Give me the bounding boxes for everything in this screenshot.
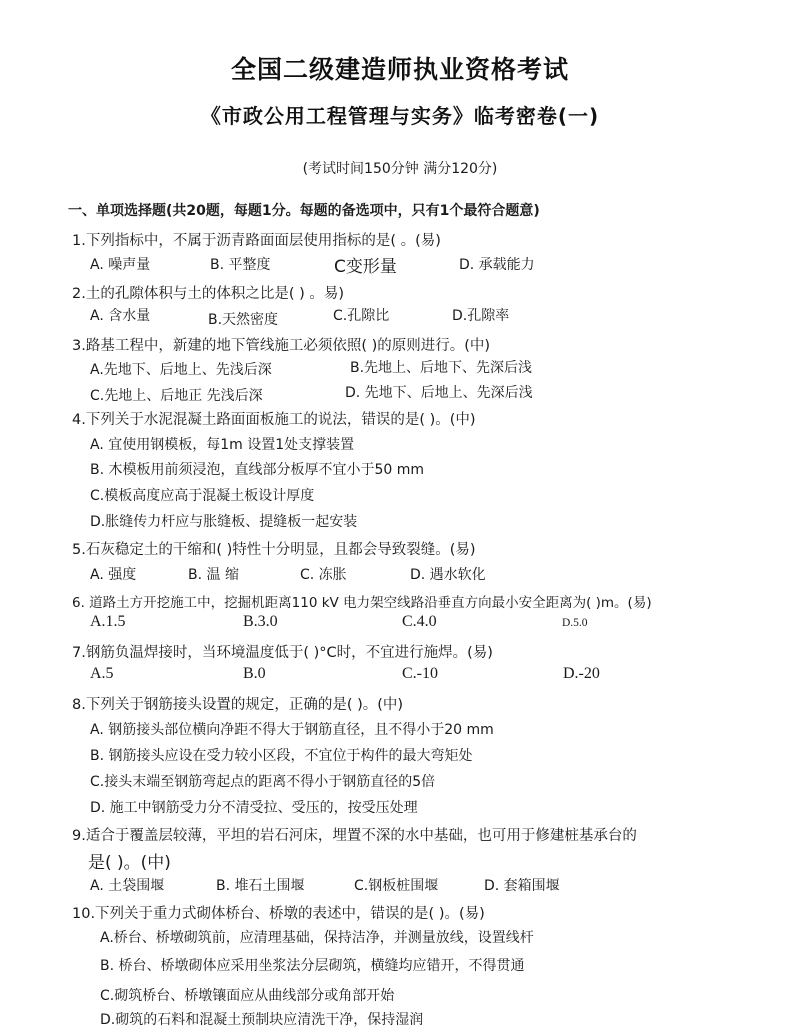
question-stem: 3.路基工程中，新建的地下管线施工必须依照( )的原则进行。(中) bbox=[72, 338, 491, 354]
option-b: B.天然密度 bbox=[208, 312, 279, 328]
question-stem: 7.钢筋负温焊接时，当环境温度低于( )°C时，不宜进行施焊。(易) bbox=[72, 645, 493, 661]
option-d: D. 遇水软化 bbox=[410, 567, 486, 583]
option-c: C.模板高度应高于混凝土板设计厚度 bbox=[90, 488, 315, 504]
option-d: D. 承载能力 bbox=[459, 257, 535, 273]
option-d: D.5.0 bbox=[562, 617, 588, 629]
option-b: B.先地上、后地下、先深后浅 bbox=[350, 360, 533, 376]
option-b: B. 温 缩 bbox=[188, 567, 239, 583]
question-stem-continued: 是( )。(中) bbox=[88, 853, 171, 873]
option-b: B. 堆石土围堰 bbox=[216, 878, 305, 894]
question-stem: 10.下列关于重力式砌体桥台、桥墩的表述中，错误的是( )。(易) bbox=[72, 906, 485, 922]
option-c: C.孔隙比 bbox=[333, 308, 390, 324]
option-a: A. 土袋围堰 bbox=[90, 878, 165, 894]
option-c: C.-10 bbox=[402, 665, 438, 682]
option-a: A.5 bbox=[90, 665, 114, 682]
option-c: C. 冻胀 bbox=[300, 567, 347, 583]
exam-subtitle: 《市政公用工程管理与实务》临考密卷(一) bbox=[200, 104, 600, 128]
option-b: B. 平整度 bbox=[210, 257, 271, 273]
option-b: B.3.0 bbox=[243, 613, 278, 630]
option-d: D.胀缝传力杆应与胀缝板、提缝板一起安装 bbox=[90, 514, 358, 530]
option-c: C.先地上、后地正 先浅后深 bbox=[90, 388, 263, 404]
question-stem: 4.下列关于水泥混凝土路面面板施工的说法，错误的是( )。(中) bbox=[72, 412, 476, 428]
question-stem: 8.下列关于钢筋接头设置的规定，正确的是( )。(中) bbox=[72, 697, 404, 713]
option-d: D. 套箱围堰 bbox=[484, 878, 560, 894]
option-a: A. 强度 bbox=[90, 567, 137, 583]
exam-title: 全国二级建造师执业资格考试 bbox=[230, 55, 569, 84]
exam-info: (考试时间150分钟 满分120分) bbox=[302, 161, 498, 177]
option-d: D. 施工中钢筋受力分不清受拉、受压的，按受压处理 bbox=[90, 800, 418, 816]
option-b: B. 钢筋接头应设在受力较小区段，不宜位于构件的最大弯矩处 bbox=[90, 748, 473, 764]
option-c: C.4.0 bbox=[402, 613, 437, 630]
question-stem: 1.下列指标中，不属于沥青路面面层使用指标的是( 。(易) bbox=[72, 233, 441, 249]
option-a: A.1.5 bbox=[90, 613, 126, 630]
option-b: B. 木模板用前须浸泡，直线部分板厚不宜小于50 mm bbox=[90, 462, 425, 478]
option-b: B. 桥台、桥墩砌体应采用坐浆法分层砌筑，横缝均应错开，不得贯通 bbox=[100, 958, 525, 974]
option-c: C变形量 bbox=[334, 257, 397, 277]
section-title: 一、单项选择题(共20题，每题1分。每题的备选项中，只有1个最符合题意) bbox=[68, 203, 540, 219]
question-stem: 6. 道路土方开挖施工中，挖掘机距离110 kV 电力架空线路沿垂直方向最小安全距离为( )m。(易) bbox=[72, 595, 652, 611]
option-c: C.砌筑桥台、桥墩镶面应从曲线部分或角部开始 bbox=[100, 988, 395, 1004]
option-d: D. 先地下、后地上、先深后浅 bbox=[345, 385, 533, 401]
option-a: A. 含水量 bbox=[90, 308, 151, 324]
option-a: A. 宜使用钢模板，每1m 设置1处支撑装置 bbox=[90, 437, 355, 453]
option-b: B.0 bbox=[243, 665, 266, 682]
option-a: A. 噪声量 bbox=[90, 257, 151, 273]
question-stem: 2.土的孔隙体积与土的体积之比是( ) 。易) bbox=[72, 286, 345, 302]
option-a: A. 钢筋接头部位横向净距不得大于钢筋直径，且不得小于20 mm bbox=[90, 722, 494, 738]
option-d: D.孔隙率 bbox=[452, 308, 510, 324]
question-stem: 9.适合于覆盖层较薄，平坦的岩石河床，埋置不深的水中基础，也可用于修建桩基承台的 bbox=[72, 828, 637, 844]
option-c: C.钢板桩围堰 bbox=[354, 878, 439, 894]
question-stem: 5.石灰稳定土的干缩和( )特性十分明显，且都会导致裂缝。(易) bbox=[72, 542, 476, 558]
option-a: A.桥台、桥墩砌筑前，应清理基础，保持洁净，并测量放线，设置线杆 bbox=[100, 930, 534, 946]
option-d: D.-20 bbox=[563, 665, 600, 682]
option-d: D.砌筑的石料和混凝土预制块应清洗干净，保持湿润 bbox=[100, 1012, 424, 1028]
option-c: C.接头末端至钢筋弯起点的距离不得小于钢筋直径的5倍 bbox=[90, 774, 436, 790]
option-a: A.先地下、后地上、先浅后深 bbox=[90, 362, 272, 378]
